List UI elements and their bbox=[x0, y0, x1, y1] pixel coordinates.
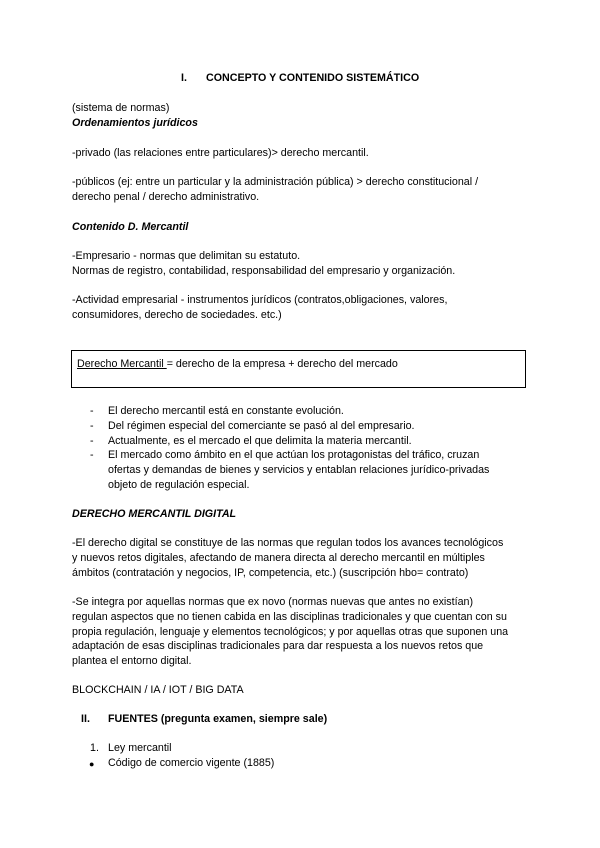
publicos-line-1: -públicos (ej: entre un particular y la administración pública) > derecho constitucional / bbox=[72, 176, 479, 188]
bullet-item-1: El derecho mercantil está en constante evolución. bbox=[108, 405, 344, 417]
empresario-line-2: Normas de registro, contabilidad, responsabilidad del empresario y organización. bbox=[72, 265, 456, 277]
list-item-codigo-comercio: Código de comercio vigente (1885) bbox=[108, 757, 275, 769]
bullet-item-4: El mercado como ámbito en el que actúan los protagonistas del tráfico, cruzan bbox=[108, 449, 480, 461]
sistema-note: (sistema de normas) bbox=[72, 102, 170, 114]
bullet-marker: - bbox=[90, 435, 94, 447]
digital-p1-line-2: y nuevos retos digitales, afectando de manera directa al derecho mercantil en múltiples bbox=[72, 552, 485, 564]
digital-p1-line-1: -El derecho digital se constituye de las normas que regulan todos los avances tecnológicos bbox=[72, 537, 504, 549]
actividad-line-1: -Actividad empresarial - instrumentos jurídicos (contratos,obligaciones, valores, bbox=[72, 294, 448, 306]
list-item-ley-mercantil: Ley mercantil bbox=[108, 742, 172, 754]
tech-list: BLOCKCHAIN / IA / IOT / BIG DATA bbox=[72, 684, 244, 696]
definition-text bbox=[77, 358, 398, 370]
list-marker-bullet: ● bbox=[89, 759, 95, 769]
section-2-numeral: II. bbox=[81, 713, 90, 725]
digital-heading: DERECHO MERCANTIL DIGITAL bbox=[72, 508, 237, 520]
section-2-title: FUENTES (pregunta examen, siempre sale) bbox=[108, 713, 328, 725]
bullet-marker: - bbox=[90, 405, 94, 417]
contenido-heading: Contenido D. Mercantil bbox=[72, 221, 189, 233]
section-1-numeral: I. bbox=[181, 72, 187, 84]
publicos-line-2: derecho penal / derecho administrativo. bbox=[72, 191, 260, 203]
digital-p1-line-3: ámbitos (contratación y negocios, IP, competencia, etc.) (suscripción hbo= contrato) bbox=[72, 567, 469, 579]
section-1-title: CONCEPTO Y CONTENIDO SISTEMÁTICO bbox=[206, 72, 420, 84]
privado-line: -privado (las relaciones entre particulares)> derecho mercantil. bbox=[72, 147, 369, 159]
actividad-line-2: consumidores, derecho de sociedades. etc.) bbox=[72, 309, 282, 321]
digital-p2-line-2: regulan aspectos que no tienen cabida en las disciplinas tradicionales y que cuentan con su bbox=[72, 611, 507, 623]
ordenamientos-heading: Ordenamientos jurídicos bbox=[72, 117, 198, 129]
bullet-item-2: Del régimen especial del comerciante se pasó al del empresario. bbox=[108, 420, 415, 432]
definition-rest: = derecho de la empresa + derecho del mercado bbox=[166, 358, 398, 370]
bullet-item-4-cont: objeto de regulación especial. bbox=[108, 479, 250, 491]
digital-p2-line-4: adaptación de esas disciplinas tradicionales para dar respuesta a los nuevos retos que bbox=[72, 640, 484, 652]
empresario-line-1: -Empresario - normas que delimitan su estatuto. bbox=[72, 250, 301, 262]
definition-term: Derecho Mercantil bbox=[77, 358, 167, 370]
bullet-item-4-cont: ofertas y demandas de bienes y servicios y entablan relaciones jurídico-privadas bbox=[108, 464, 490, 476]
list-marker-number: 1. bbox=[90, 742, 99, 754]
bullet-item-3: Actualmente, es el mercado el que delimita la materia mercantil. bbox=[108, 435, 412, 447]
bullet-marker: - bbox=[90, 420, 94, 432]
bullet-marker: - bbox=[90, 449, 94, 461]
digital-p2-line-1: -Se integra por aquellas normas que ex novo (normas nuevas que antes no existían) bbox=[72, 596, 474, 608]
digital-p2-line-5: plantea el entorno digital. bbox=[72, 655, 192, 667]
digital-p2-line-3: propia regulación, lenguaje y elementos tecnológicos; y por aquellas otras que suponen una bbox=[72, 626, 509, 638]
